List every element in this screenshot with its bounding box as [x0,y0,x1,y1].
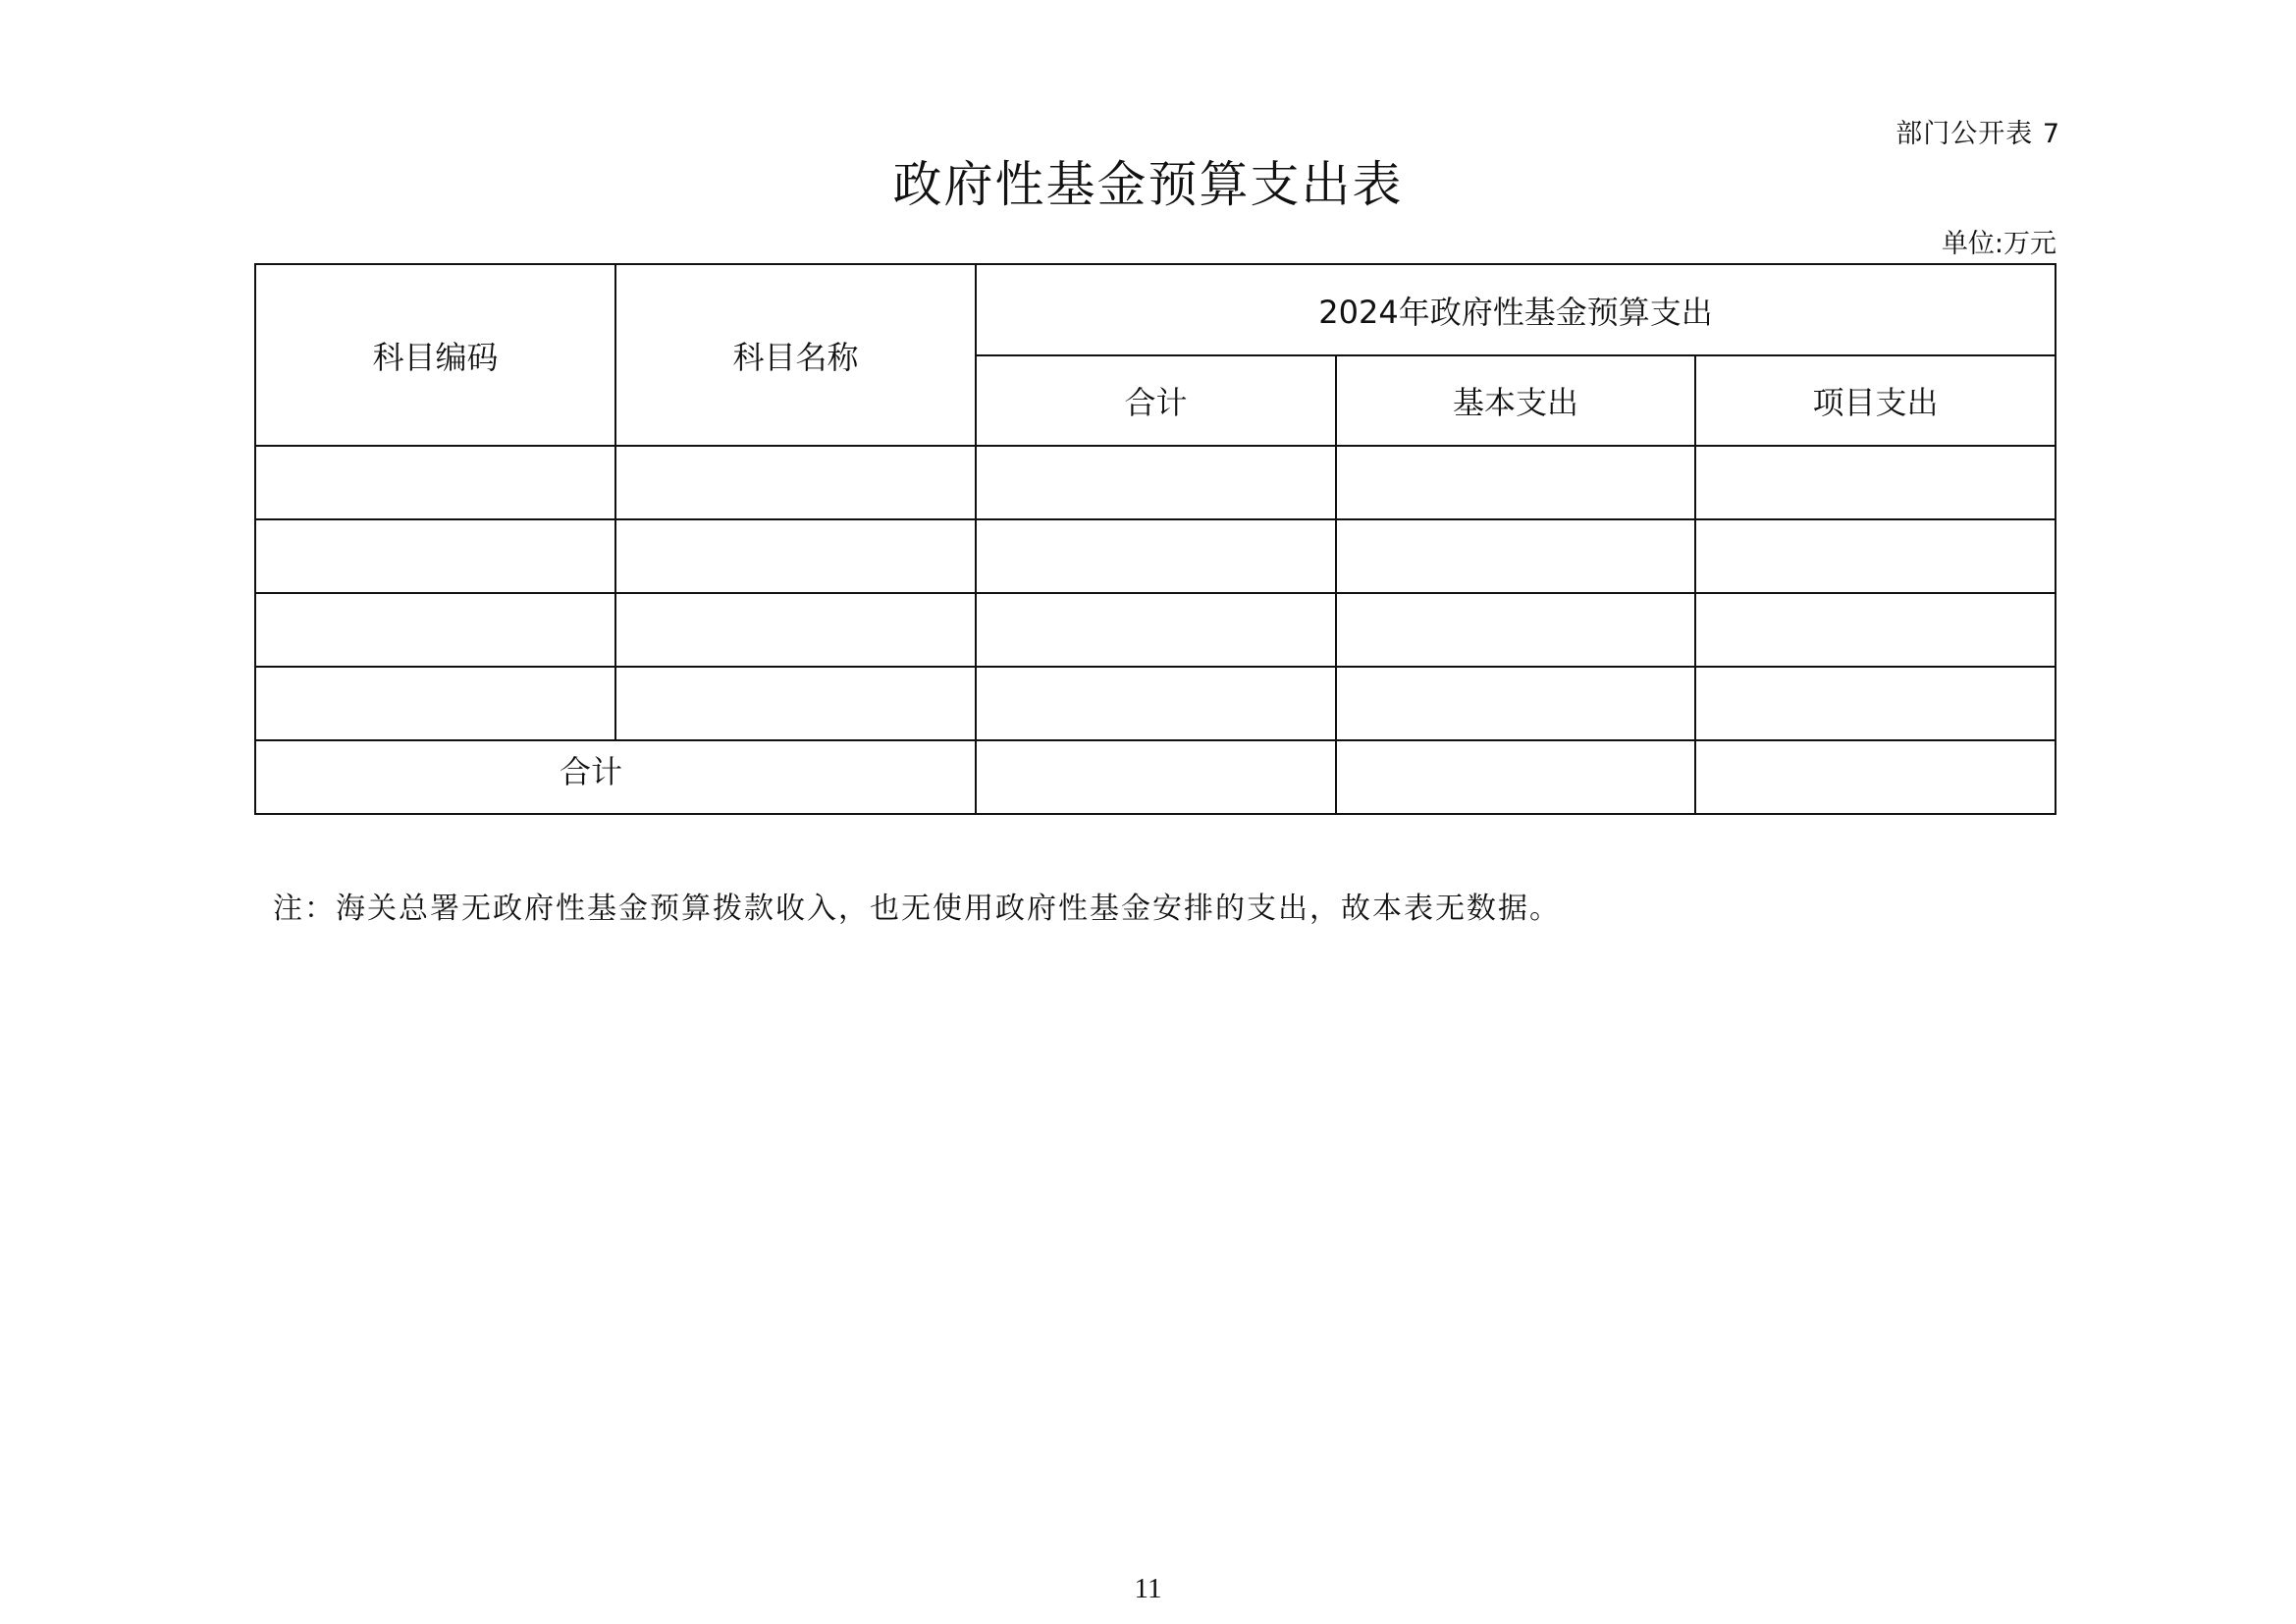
unit-label: 单位:万元 [1941,229,2056,259]
cell-total [976,667,1336,740]
cell-code [255,519,615,593]
table-row [255,667,2056,740]
cell-total [976,519,1336,593]
cell-name [615,593,976,667]
cell-code [255,667,615,740]
cell-project [1695,519,2056,593]
cell-code [255,593,615,667]
column-header-basic: 基本支出 [1336,355,1695,446]
cell-total [976,740,1336,814]
footnote: 注：海关总署无政府性基金预算拨款收入，也无使用政府性基金安排的支出，故本表无数据。 [273,892,1561,926]
cell-total [976,446,1336,519]
table-header-row [255,264,2056,355]
cell-basic [1336,519,1695,593]
column-group-header: 2024年政府性基金预算支出 [976,264,2056,355]
column-header-code: 科目编码 [255,264,615,446]
cell-basic [1336,593,1695,667]
cell-code [255,446,615,519]
cell-basic [1336,667,1695,740]
page-number: 11 [1134,1573,1162,1604]
cell-project [1695,446,2056,519]
column-header-total: 合计 [976,355,1336,446]
table-row [255,446,2056,519]
table-total-row [255,740,2056,814]
page-title: 政府性基金预算支出表 [892,156,1404,213]
cell-name [615,446,976,519]
cell-basic [1336,446,1695,519]
budget-table [254,263,2056,815]
table-row [255,593,2056,667]
cell-name [615,519,976,593]
cell-project [1695,667,2056,740]
total-row-label-cell [255,740,976,814]
cell-basic [1336,740,1695,814]
table-number-label: 部门公开表 7 [1896,119,2060,149]
cell-name [615,667,976,740]
table-row [255,519,2056,593]
column-header-project: 项目支出 [1695,355,2056,446]
cell-total [976,593,1336,667]
column-header-name: 科目名称 [615,264,976,446]
total-row-label: 合计 [559,752,622,790]
cell-project [1695,740,2056,814]
cell-project [1695,593,2056,667]
